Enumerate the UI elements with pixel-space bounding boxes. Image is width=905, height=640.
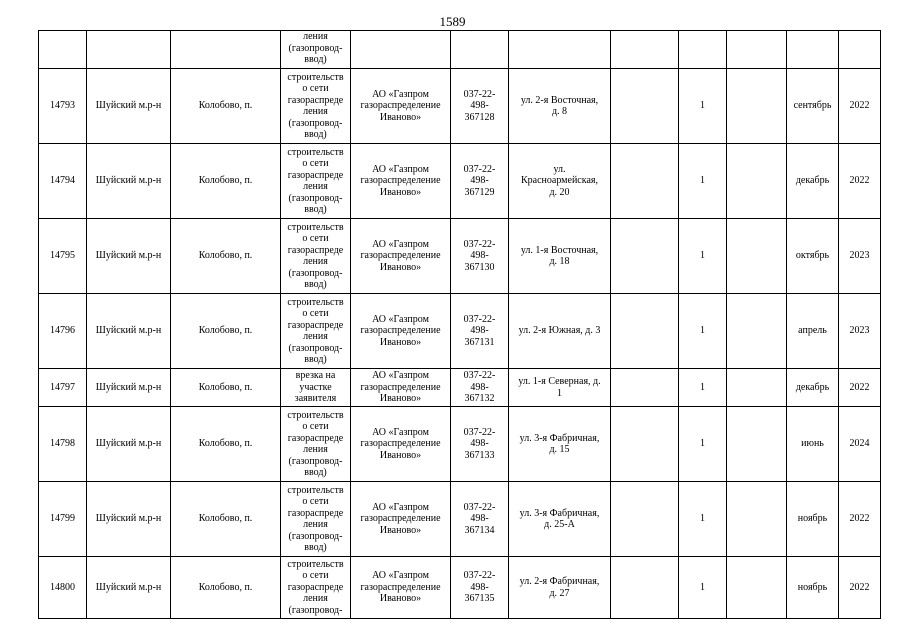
cell-code: 037-22- 498- 367129: [451, 144, 509, 219]
cell-year: 2022: [839, 369, 881, 407]
cell-empty: [611, 219, 679, 294]
cell-organization: [351, 31, 451, 69]
cell-month: ноябрь: [787, 557, 839, 619]
registry-table: [38, 30, 881, 619]
table-row: [39, 557, 881, 619]
cell-district: [87, 31, 171, 69]
cell-address: ул. 2-я Южная, д. 3: [509, 294, 611, 369]
cell-month: декабрь: [787, 369, 839, 407]
cell-organization: АО «Газпром газораспределение Иваново»: [351, 482, 451, 557]
cell-code: 037-22- 498- 367134: [451, 482, 509, 557]
cell-code: 037-22- 498- 367130: [451, 219, 509, 294]
cell-month: апрель: [787, 294, 839, 369]
table-row: [39, 294, 881, 369]
cell-empty-2: [727, 69, 787, 144]
cell-work-type: строительств о сети газораспреде ления (газопровод- ввод): [281, 69, 351, 144]
cell-work-type: строительств о сети газораспреде ления (газопровод-: [281, 557, 351, 619]
cell-empty: [611, 31, 679, 69]
cell-empty-2: [727, 557, 787, 619]
cell-id: 14798: [39, 407, 87, 482]
cell-count: 1: [679, 369, 727, 407]
cell-year: 2023: [839, 219, 881, 294]
cell-locality: Колобово, п.: [171, 219, 281, 294]
cell-id: 14795: [39, 219, 87, 294]
cell-locality: Колобово, п.: [171, 407, 281, 482]
cell-year: 2022: [839, 482, 881, 557]
cell-empty: [611, 557, 679, 619]
cell-year: 2024: [839, 407, 881, 482]
cell-locality: Колобово, п.: [171, 482, 281, 557]
cell-organization: АО «Газпром газораспределение Иваново»: [351, 144, 451, 219]
cell-count: 1: [679, 557, 727, 619]
cell-count: 1: [679, 482, 727, 557]
cell-work-type: строительств о сети газораспреде ления (газопровод- ввод): [281, 407, 351, 482]
cell-code: [451, 31, 509, 69]
cell-year: 2022: [839, 69, 881, 144]
cell-work-type: строительств о сети газораспреде ления (газопровод- ввод): [281, 219, 351, 294]
cell-year: 2022: [839, 557, 881, 619]
cell-count: 1: [679, 407, 727, 482]
cell-year: 2023: [839, 294, 881, 369]
cell-id: [39, 31, 87, 69]
cell-count: 1: [679, 219, 727, 294]
cell-locality: Колобово, п.: [171, 294, 281, 369]
cell-empty-2: [727, 294, 787, 369]
table-row: [39, 69, 881, 144]
cell-district: Шуйский м.р-н: [87, 482, 171, 557]
table-row: [39, 482, 881, 557]
cell-address: ул. 3-я Фабричная, д. 15: [509, 407, 611, 482]
cell-district: Шуйский м.р-н: [87, 144, 171, 219]
cell-empty: [611, 407, 679, 482]
cell-organization: АО «Газпром газораспределение Иваново»: [351, 69, 451, 144]
cell-organization: АО «Газпром газораспределение Иваново»: [351, 557, 451, 619]
cell-empty: [611, 482, 679, 557]
cell-code: 037-22- 498- 367135: [451, 557, 509, 619]
cell-address: ул. 2-я Фабричная, д. 27: [509, 557, 611, 619]
table-row-continuation: [39, 31, 881, 69]
cell-work-type: врезка на участке заявителя: [281, 369, 351, 407]
cell-code: 037-22- 498- 367128: [451, 69, 509, 144]
cell-district: Шуйский м.р-н: [87, 69, 171, 144]
table-row: [39, 219, 881, 294]
page-number: 1589: [439, 14, 466, 29]
cell-empty-2: [727, 482, 787, 557]
cell-month: ноябрь: [787, 482, 839, 557]
cell-organization: АО «Газпром газораспределение Иваново»: [351, 369, 451, 407]
cell-work-type: строительств о сети газораспреде ления (газопровод- ввод): [281, 144, 351, 219]
cell-address: ул. 3-я Фабричная, д. 25-А: [509, 482, 611, 557]
table-row: [39, 144, 881, 219]
cell-organization: АО «Газпром газораспределение Иваново»: [351, 294, 451, 369]
cell-district: Шуйский м.р-н: [87, 294, 171, 369]
cell-district: Шуйский м.р-н: [87, 407, 171, 482]
cell-address: ул. 2-я Восточная, д. 8: [509, 69, 611, 144]
cell-id: 14800: [39, 557, 87, 619]
cell-address: ул. Красноармейская, д. 20: [509, 144, 611, 219]
cell-empty-2: [727, 407, 787, 482]
cell-empty: [611, 369, 679, 407]
cell-empty: [611, 69, 679, 144]
cell-id: 14796: [39, 294, 87, 369]
cell-count: 1: [679, 69, 727, 144]
table-body: [39, 31, 881, 619]
cell-organization: АО «Газпром газораспределение Иваново»: [351, 407, 451, 482]
cell-month: сентябрь: [787, 69, 839, 144]
cell-district: Шуйский м.р-н: [87, 557, 171, 619]
cell-district: Шуйский м.р-н: [87, 369, 171, 407]
table-row: [39, 407, 881, 482]
cell-empty-2: [727, 31, 787, 69]
cell-code: 037-22- 498- 367133: [451, 407, 509, 482]
cell-month: [787, 31, 839, 69]
cell-count: 1: [679, 294, 727, 369]
cell-locality: Колобово, п.: [171, 69, 281, 144]
cell-month: октябрь: [787, 219, 839, 294]
cell-work-type: строительств о сети газораспреде ления (газопровод- ввод): [281, 482, 351, 557]
cell-code: 037-22- 498- 367131: [451, 294, 509, 369]
cell-address: ул. 1-я Восточная, д. 18: [509, 219, 611, 294]
cell-empty: [611, 294, 679, 369]
cell-id: 14793: [39, 69, 87, 144]
cell-month: июнь: [787, 407, 839, 482]
cell-month: декабрь: [787, 144, 839, 219]
cell-year: 2022: [839, 144, 881, 219]
cell-code: 037-22- 498- 367132: [451, 369, 509, 407]
cell-locality: Колобово, п.: [171, 144, 281, 219]
cell-work-type: ления (газопровод- ввод): [281, 31, 351, 69]
cell-address: ул. 1-я Северная, д. 1: [509, 369, 611, 407]
cell-count: [679, 31, 727, 69]
cell-organization: АО «Газпром газораспределение Иваново»: [351, 219, 451, 294]
cell-address: [509, 31, 611, 69]
cell-year: [839, 31, 881, 69]
cell-empty-2: [727, 369, 787, 407]
cell-id: 14797: [39, 369, 87, 407]
cell-count: 1: [679, 144, 727, 219]
cell-locality: Колобово, п.: [171, 557, 281, 619]
table-row: [39, 369, 881, 407]
cell-work-type: строительств о сети газораспреде ления (газопровод- ввод): [281, 294, 351, 369]
cell-locality: [171, 31, 281, 69]
cell-empty: [611, 144, 679, 219]
cell-id: 14794: [39, 144, 87, 219]
cell-locality: Колобово, п.: [171, 369, 281, 407]
cell-id: 14799: [39, 482, 87, 557]
cell-district: Шуйский м.р-н: [87, 219, 171, 294]
cell-empty-2: [727, 144, 787, 219]
cell-empty-2: [727, 219, 787, 294]
